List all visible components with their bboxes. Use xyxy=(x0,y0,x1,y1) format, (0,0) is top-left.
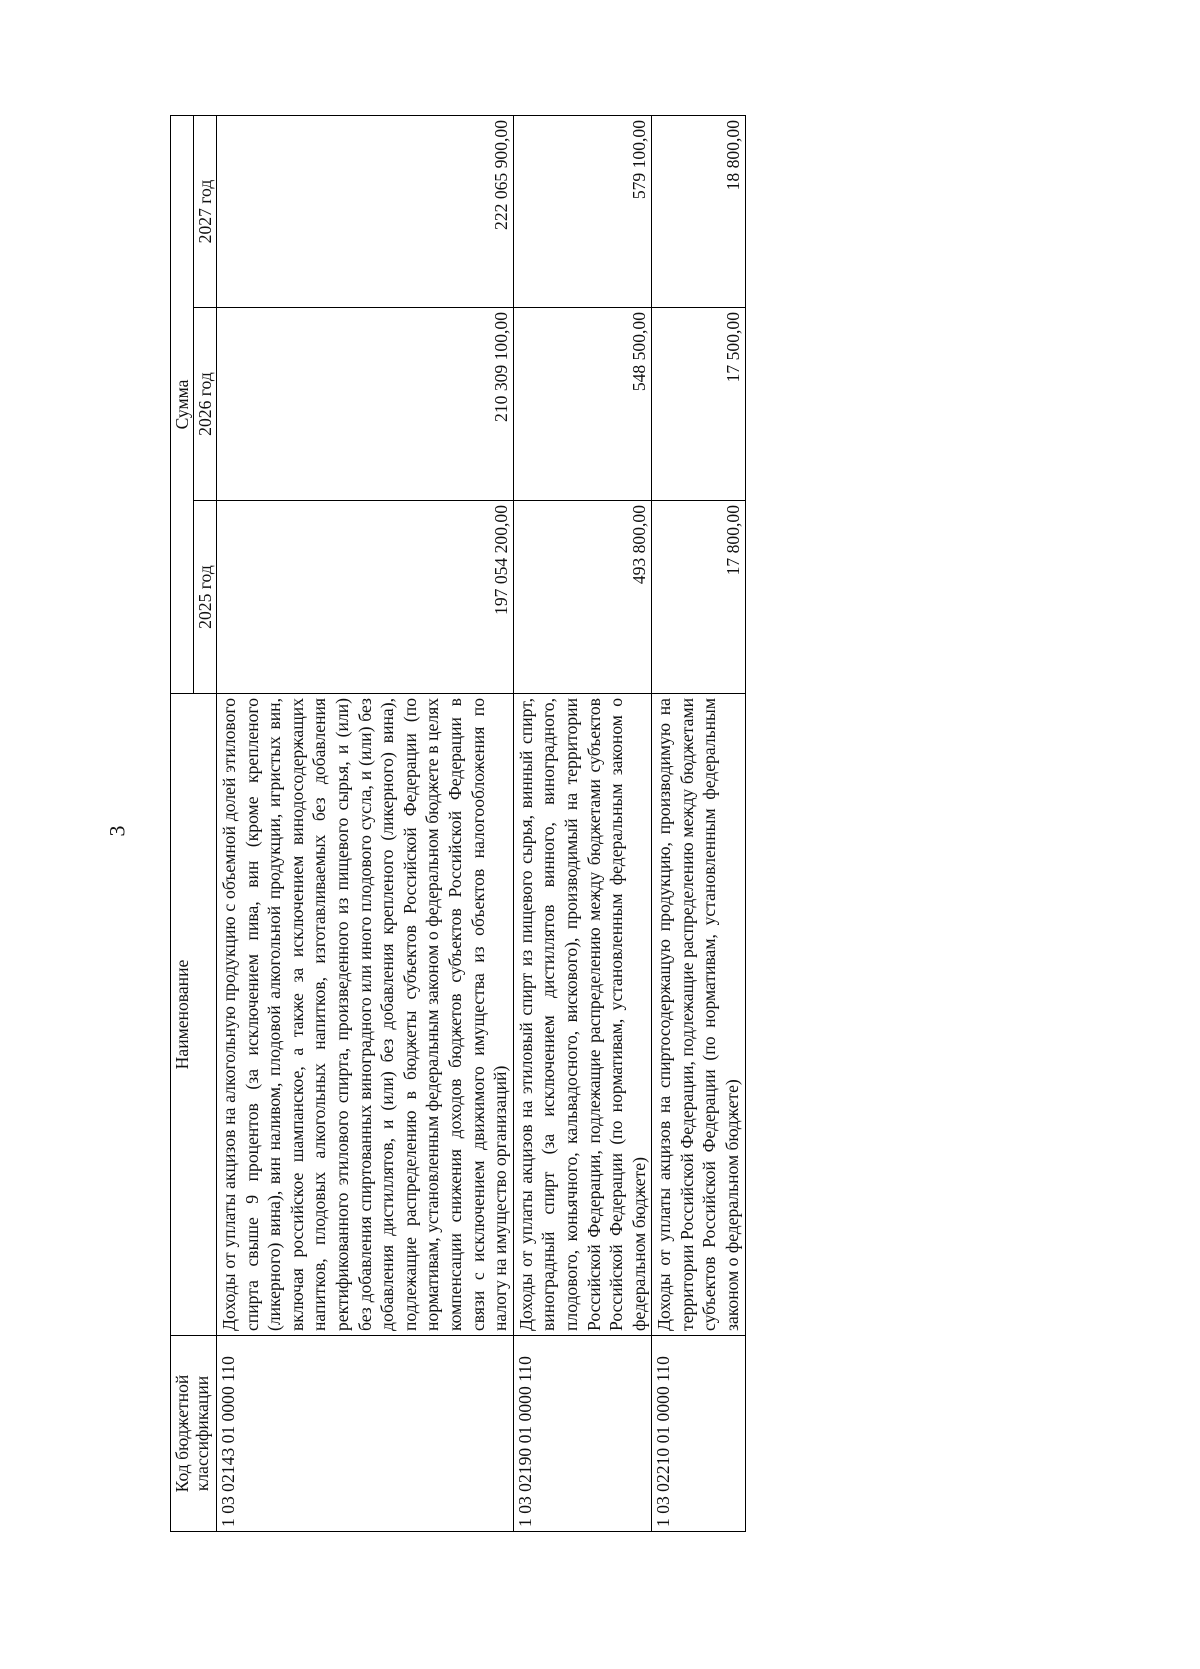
row-amount-2026: 210 309 100,00 xyxy=(217,308,514,501)
row-code: 1 03 02190 01 0000 110 xyxy=(513,1336,652,1532)
table-row xyxy=(513,116,652,1532)
header-year-2026: 2026 год xyxy=(194,308,217,501)
header-sum: Сумма xyxy=(171,116,194,694)
row-amount-2027: 579 100,00 xyxy=(513,116,652,308)
header-year-2027: 2027 год xyxy=(194,116,217,308)
row-amount-2025: 197 054 200,00 xyxy=(217,501,514,694)
page-number: 3 xyxy=(104,825,130,837)
row-name: Доходы от уплаты акцизов на этиловый спирт из пищевого сырья, винный спирт, виноградный спирт (за исключением дистиллятов винного, виноградного, плодового, коньячного, кальвадосного, вискового), производимый на территории Российской Федерации, подлежащие распределению между бюджетами субъектов Российской Федерации (по нормативам, установленным федеральным законом о федеральном бюджете) xyxy=(513,694,652,1336)
row-amount-2026: 548 500,00 xyxy=(513,308,652,501)
budget-revenue-table xyxy=(170,115,746,1532)
row-code: 1 03 02210 01 0000 110 xyxy=(652,1336,745,1532)
row-amount-2027: 222 065 900,00 xyxy=(217,116,514,308)
row-code: 1 03 02143 01 0000 110 xyxy=(217,1336,514,1532)
row-name: Доходы от уплаты акцизов на алкогольную продукцию с объемной долей этилового спирта свыше 9 процентов (за исключением пива, вин (кроме крепленого (ликерного) вина), вин наливом, плодовой алкогольной продукции, игристых вин, включая российское шампанское, а также за исключением винодосодержащих напитков, плодовых алкогольных напитков, изготавливаемых без добавления ректификованного этилового спирта, произведенного из пищевого сырья, и (или) без добавления спиртованных виноградного или иного плодового сусла, и (или) без добавления дистиллятов, и (или) без добавления крепленого (ликерного) вина), подлежащие распределению в бюджеты субъектов Российской Федерации (по нормативам, установленным федеральным законом о федеральном бюджете в целях компенсации снижения доходов бюджетов субъектов Российской Федерации в связи с исключением движимого имущества из объектов налогообложения по налогу на имущество организаций) xyxy=(217,694,514,1336)
row-name: Доходы от уплаты акцизов на спиртосодержащую продукцию, производимую на территории Российской Федерации, подлежащие распределению между бюджетами субъектов Российской Федерации (по нормативам, установленным федеральным законом о федеральном бюджете) xyxy=(652,694,745,1336)
row-amount-2025: 17 800,00 xyxy=(652,501,745,694)
rotated-table-wrapper xyxy=(170,116,1098,1532)
table-row xyxy=(652,116,745,1532)
row-amount-2026: 17 500,00 xyxy=(652,308,745,501)
header-year-2025: 2025 год xyxy=(194,501,217,694)
row-amount-2027: 18 800,00 xyxy=(652,116,745,308)
table-row xyxy=(217,116,514,1532)
header-name: Наименование xyxy=(171,694,217,1336)
header-code: Код бюджетной классификации xyxy=(171,1336,217,1532)
table-header-row xyxy=(171,116,194,1532)
row-amount-2025: 493 800,00 xyxy=(513,501,652,694)
